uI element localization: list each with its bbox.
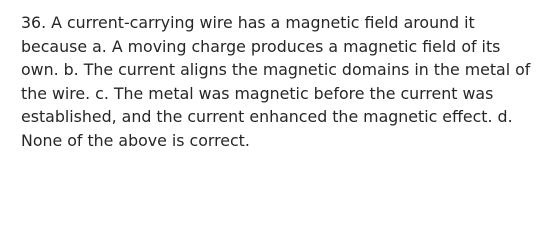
- question-line-4: the wire. c. The metal was magnetic before the current was: [21, 83, 494, 103]
- question-line-2: because a. A moving charge produces a magnetic field of its: [21, 36, 501, 56]
- question-line-1: 36. A current-carrying wire has a magnetic field around it: [21, 13, 475, 32]
- question-line-3: own. b. The current aligns the magnetic domains in the metal of: [21, 60, 531, 80]
- question-line-6: None of the above is correct.: [21, 130, 250, 150]
- question-line-5: established, and the current enhanced the magnetic effect. d.: [21, 107, 513, 127]
- question-text: [21, 11, 551, 153]
